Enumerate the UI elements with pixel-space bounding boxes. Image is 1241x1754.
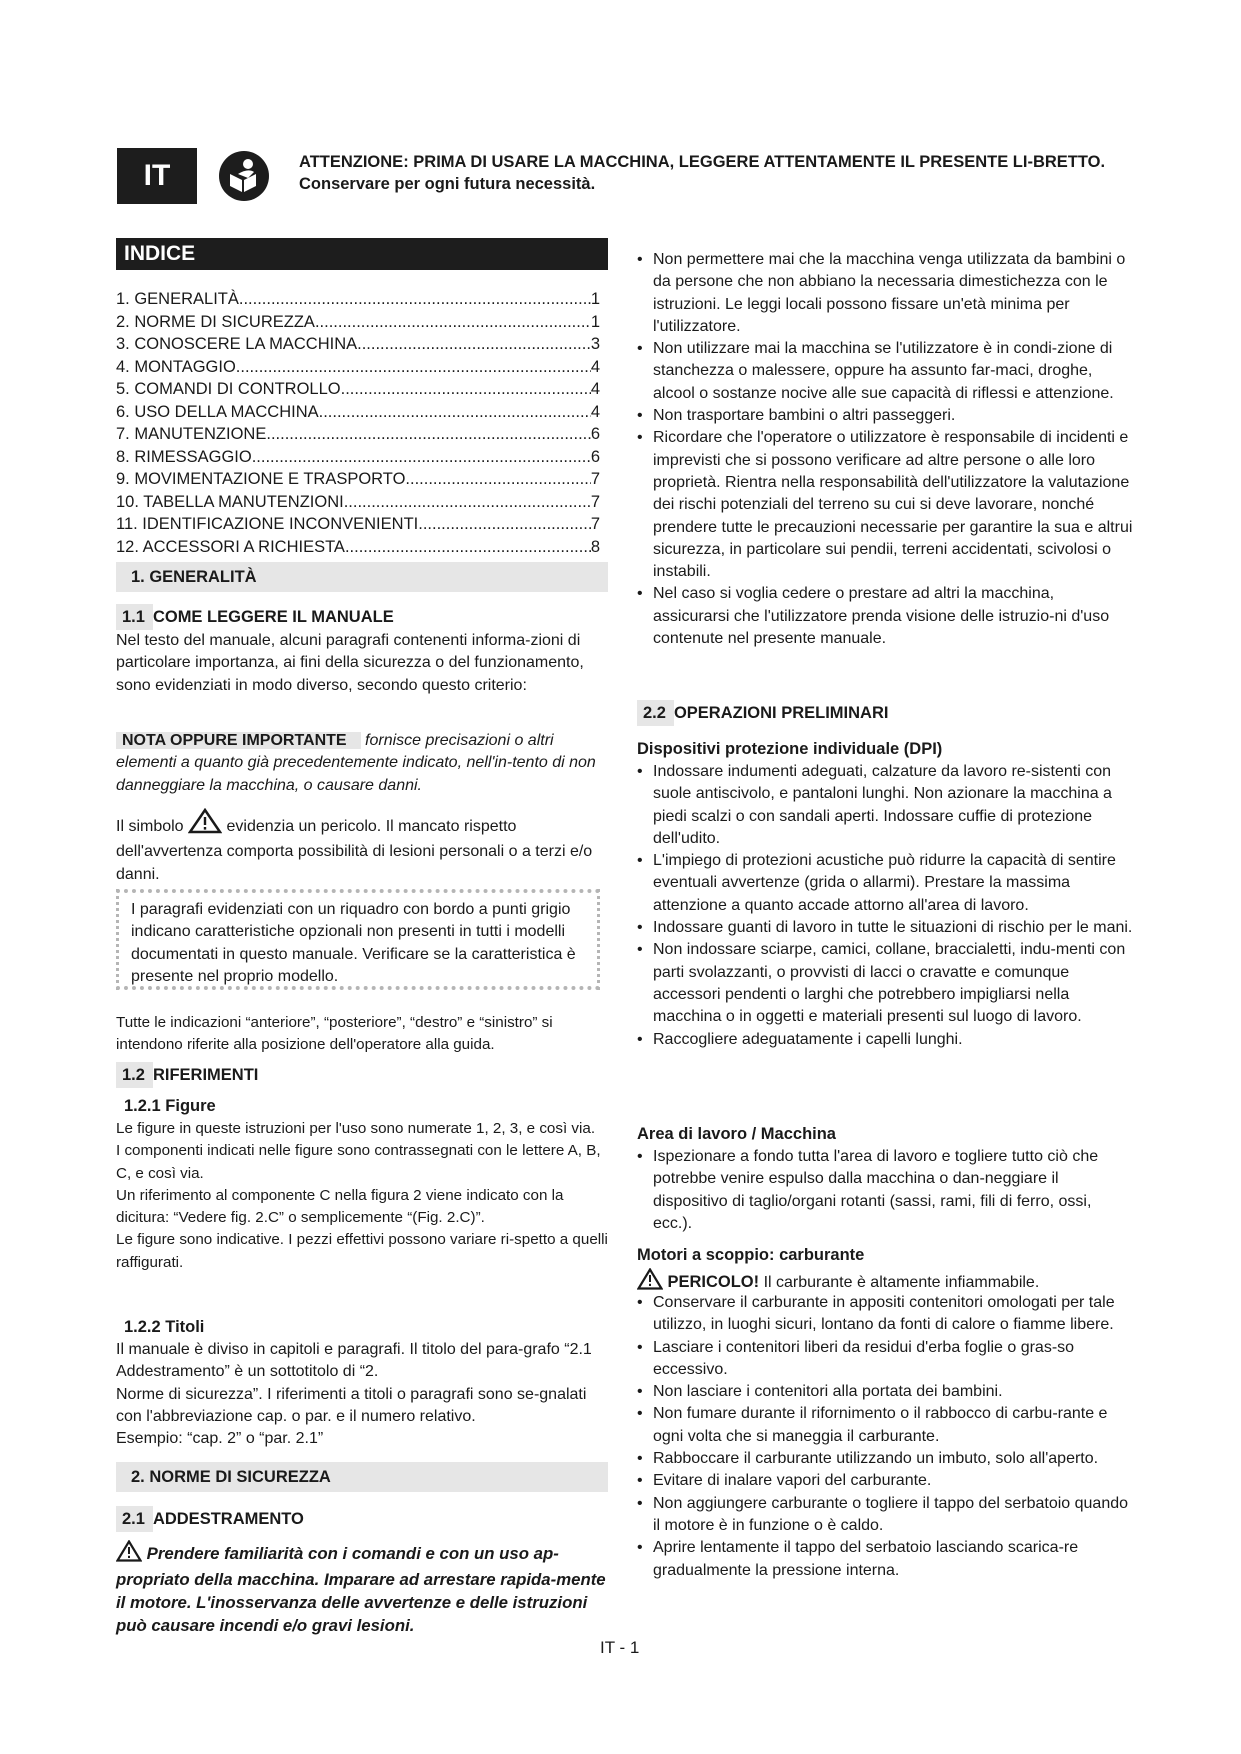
list-item: • Aprire lentamente il tappo del serbatoio lasciando scarica-re gradualmente la pressione interna. <box>637 1537 1133 1582</box>
page-number: IT - 1 <box>600 1638 640 1657</box>
toc-item[interactable]: 12. ACCESSORI A RICHIESTA ..... 8 <box>116 536 600 559</box>
list-item: • Non utilizzare mai la macchina se l'utilizzatore è in condi-zione di stanchezza o malessere, oppure ha assunto far-maci, droghe, alcool o sostanze nocive alle sue capacità di riflessi e attenzione. <box>637 338 1133 405</box>
symbol-paragraph: Il simbolo evidenzia un pericolo. Il mancato rispetto dell'avvertenza comporta possibilità di lesioni personali o a terzi e/o danni. <box>116 808 608 886</box>
toc-item[interactable]: 6. USO DELLA MACCHINA ..... 4 <box>116 401 600 424</box>
section-1-title: 1. GENERALITÀ <box>116 562 608 592</box>
section-1-2-1-text: Le figure in queste istruzioni per l'uso sono numerate 1, 2, 3, e così via. I componenti indicati nelle figure sono contrassegnati con le lettere A, B, C, e così via. Un riferimento al componente C nella figura 2 viene indicato con la dicitura: “Vedere fig. 2.C” o semplicemente “(Fig. 2.C)”. Le figure sono indicative. I pezzi effettivi possono variare ri-spetto a quelli raffigurati. <box>116 1120 608 1271</box>
toc-item[interactable]: 2. NORME DI SICUREZZA ..... 1 <box>116 311 600 334</box>
list-item: • Ispezionare a fondo tutta l'area di lavoro e togliere tutto ciò che potrebbe venire espulso dalla macchina o dan-neggiare il dispositivo di taglio/organi rotanti (sassi, rami, fili di ferro, ossi, ecc.). <box>637 1146 1133 1235</box>
toc-item[interactable]: 5. COMANDI DI CONTROLLO ..... 4 <box>116 378 600 401</box>
safety-bullets <box>637 249 1133 650</box>
directions-note: Tutte le indicazioni “anteriore”, “posteriore”, “destro” e “sinistro” si intendono riferite alla posizione dell'operatore alla guida. <box>116 1014 553 1054</box>
warning-triangle-icon <box>116 1540 142 1568</box>
danger-line: PERICOLO! Il carburante è altamente infiammabile. <box>637 1268 1133 1297</box>
list-item: • Indossare guanti di lavoro in tutte le situazioni di rischio per le mani. <box>637 917 1133 939</box>
toc-item[interactable]: 4. MONTAGGIO ..... 4 <box>116 356 600 379</box>
fuel-heading: Motori a scoppio: carburante <box>637 1246 865 1264</box>
list-item: • Nel caso si voglia cedere o prestare ad altri la macchina, assicurarsi che l'utilizzatore prenda visione delle istruzio-ni d'uso contenute nel presente manuale. <box>637 583 1133 650</box>
list-item: • Evitare di inalare vapori del carburante. <box>637 1470 1133 1492</box>
toc-item[interactable]: 8. RIMESSAGGIO ..... 6 <box>116 446 600 469</box>
list-item: • Lasciare i contenitori liberi da residui d'erba foglie o gras-so eccessivo. <box>637 1337 1133 1382</box>
list-item: • Non indossare sciarpe, camici, collane, braccialetti, indu-menti con parti svolazzanti, o provvisti di lacci o cravatte e comunque accessori pendenti o larghi che potrebbero impigliarsi nella macchina o in oggetti e materiali presenti sul luogo di lavoro. <box>637 939 1133 1028</box>
section-1-1-text: Nel testo del manuale, alcuni paragrafi contenenti informa-zioni di particolare importanza, ai fini della sicurezza o del funzionamento, sono evidenziati in modo diverso, secondo questo criterio: <box>116 632 584 694</box>
list-item: • Raccogliere adeguatamente i capelli lunghi. <box>637 1029 1133 1051</box>
toc-item[interactable]: 1. GENERALITÀ ..... 1 <box>116 288 600 311</box>
fuel-bullets <box>637 1292 1133 1582</box>
section-1-1-heading: 1.1 COME LEGGERE IL MANUALE <box>116 604 394 630</box>
list-item: • Conservare il carburante in appositi contenitori omologati per tale utilizzo, in luoghi sicuri, lontano da fonti di calore o fiamme libere. <box>637 1292 1133 1337</box>
list-item: • Ricordare che l'operatore o utilizzatore è responsabile di incidenti e imprevisti che si possono verificare ad altre persone o alle loro proprietà. Rientra nella responsabilità dell'utilizzatore la valutazione dei rischi potenziali del terreno su cui si deve lavorare, nonché prendere tutte le precauzioni necessarie per garantire la sua e altrui sicurezza, in particolare sui pendii, terreni accidentati, scivolosi o instabili. <box>637 427 1133 583</box>
section-1-2-2-heading: 1.2.2 Titoli <box>124 1318 205 1336</box>
section-2-1-heading: 2.1 ADDESTRAMENTO <box>116 1506 304 1532</box>
list-item: • Non trasportare bambini o altri passeggeri. <box>637 405 1133 427</box>
section-1-2-1-heading: 1.2.1 Figure <box>124 1097 216 1115</box>
training-warning: Prendere familiarità con i comandi e con un uso ap-propriato della macchina. Imparare ad arrestare rapida-mente il motore. L'inosservanza delle avvertenze e delle istruzioni può causare incendi e/o gravi lesioni. <box>116 1540 608 1637</box>
list-item: • Non aggiungere carburante o togliere il tappo del serbatoio quando il motore è in funzione o è caldo. <box>637 1493 1133 1538</box>
toc-item[interactable]: 10. TABELLA MANUTENZIONI ..... 7 <box>116 491 600 514</box>
language-badge: IT <box>117 148 197 204</box>
work-area-bullets <box>637 1146 1133 1235</box>
dpi-heading: Dispositivi protezione individuale (DPI) <box>637 740 943 758</box>
list-item: • L'impiego di protezioni acustiche può ridurre la capacità di sentire eventuali avvertenze (grida o allarmi). Prestare la massima attenzione a quanto accade attorno all'area di lavoro. <box>637 850 1133 917</box>
list-item: • Non permettere mai che la macchina venga utilizzata da bambini o da persone che non abbiano la necessaria dimestichezza con le istruzioni. Le leggi locali possono fissare un'età minima per l'utilizzatore. <box>637 249 1133 338</box>
optional-feature-box: I paragrafi evidenziati con un riquadro con bordo a punti grigio indicano caratteristiche opzionali non presenti in tutti i modelli documentati in questo manuale. Verificare se la caratteristica è presente nel proprio modello. <box>116 889 600 990</box>
nota-paragraph: NOTA OPPURE IMPORTANTE fornisce precisazioni o altri elementi a quanto già precedentemente indicato, nell'in-tento di non danneggiare la macchina, o causare danni. <box>116 732 596 794</box>
section-1-2-2-text: Il manuale è diviso in capitoli e paragrafi. Il titolo del para-grafo “2.1 Addestramento” è un sottotitolo di “2. Norme di sicurezza”. I riferimenti a titoli o paragrafi sono se-gnalati con l'abbreviazione cap. o par. e il numero relativo. Esempio: “cap. 2” o “par. 2.1” <box>116 1341 592 1448</box>
index-title: INDICE <box>116 238 608 270</box>
toc-item[interactable]: 7. MANUTENZIONE ..... 6 <box>116 423 600 446</box>
read-manual-icon <box>218 150 270 202</box>
section-2-2-heading: 2.2 OPERAZIONI PRELIMINARI <box>637 700 888 726</box>
list-item: • Indossare indumenti adeguati, calzature da lavoro re-sistenti con suole antiscivolo, e pantaloni lunghi. Non azionare la macchina a piedi scalzi o con sandali aperti. Indossare cuffie di protezione dell'udito. <box>637 761 1133 850</box>
toc-item[interactable]: 9. MOVIMENTAZIONE E TRASPORTO ..... 7 <box>116 468 600 491</box>
table-of-contents <box>116 288 600 558</box>
list-item: • Rabboccare il carburante utilizzando un imbuto, solo all'aperto. <box>637 1448 1133 1470</box>
list-item: • Non fumare durante il rifornimento o il rabbocco di carbu-rante e ogni volta che si maneggia il carburante. <box>637 1403 1133 1448</box>
section-2-title: 2. NORME DI SICUREZZA <box>116 1462 608 1492</box>
warning-triangle-icon <box>188 808 222 841</box>
work-area-heading: Area di lavoro / Macchina <box>637 1125 836 1143</box>
list-item: • Non lasciare i contenitori alla portata dei bambini. <box>637 1381 1133 1403</box>
toc-item[interactable]: 3. CONOSCERE LA MACCHINA ..... 3 <box>116 333 600 356</box>
dpi-bullets <box>637 761 1133 1051</box>
toc-item[interactable]: 11. IDENTIFICAZIONE INCONVENIENTI ..... 7 <box>116 513 600 536</box>
read-manual-warning: ATTENZIONE: PRIMA DI USARE LA MACCHINA, LEGGERE ATTENTAMENTE IL PRESENTE LI-BRETTO. Conservare per ogni futura necessità. <box>299 153 1106 193</box>
section-1-2-heading: 1.2 RIFERIMENTI <box>116 1062 258 1088</box>
